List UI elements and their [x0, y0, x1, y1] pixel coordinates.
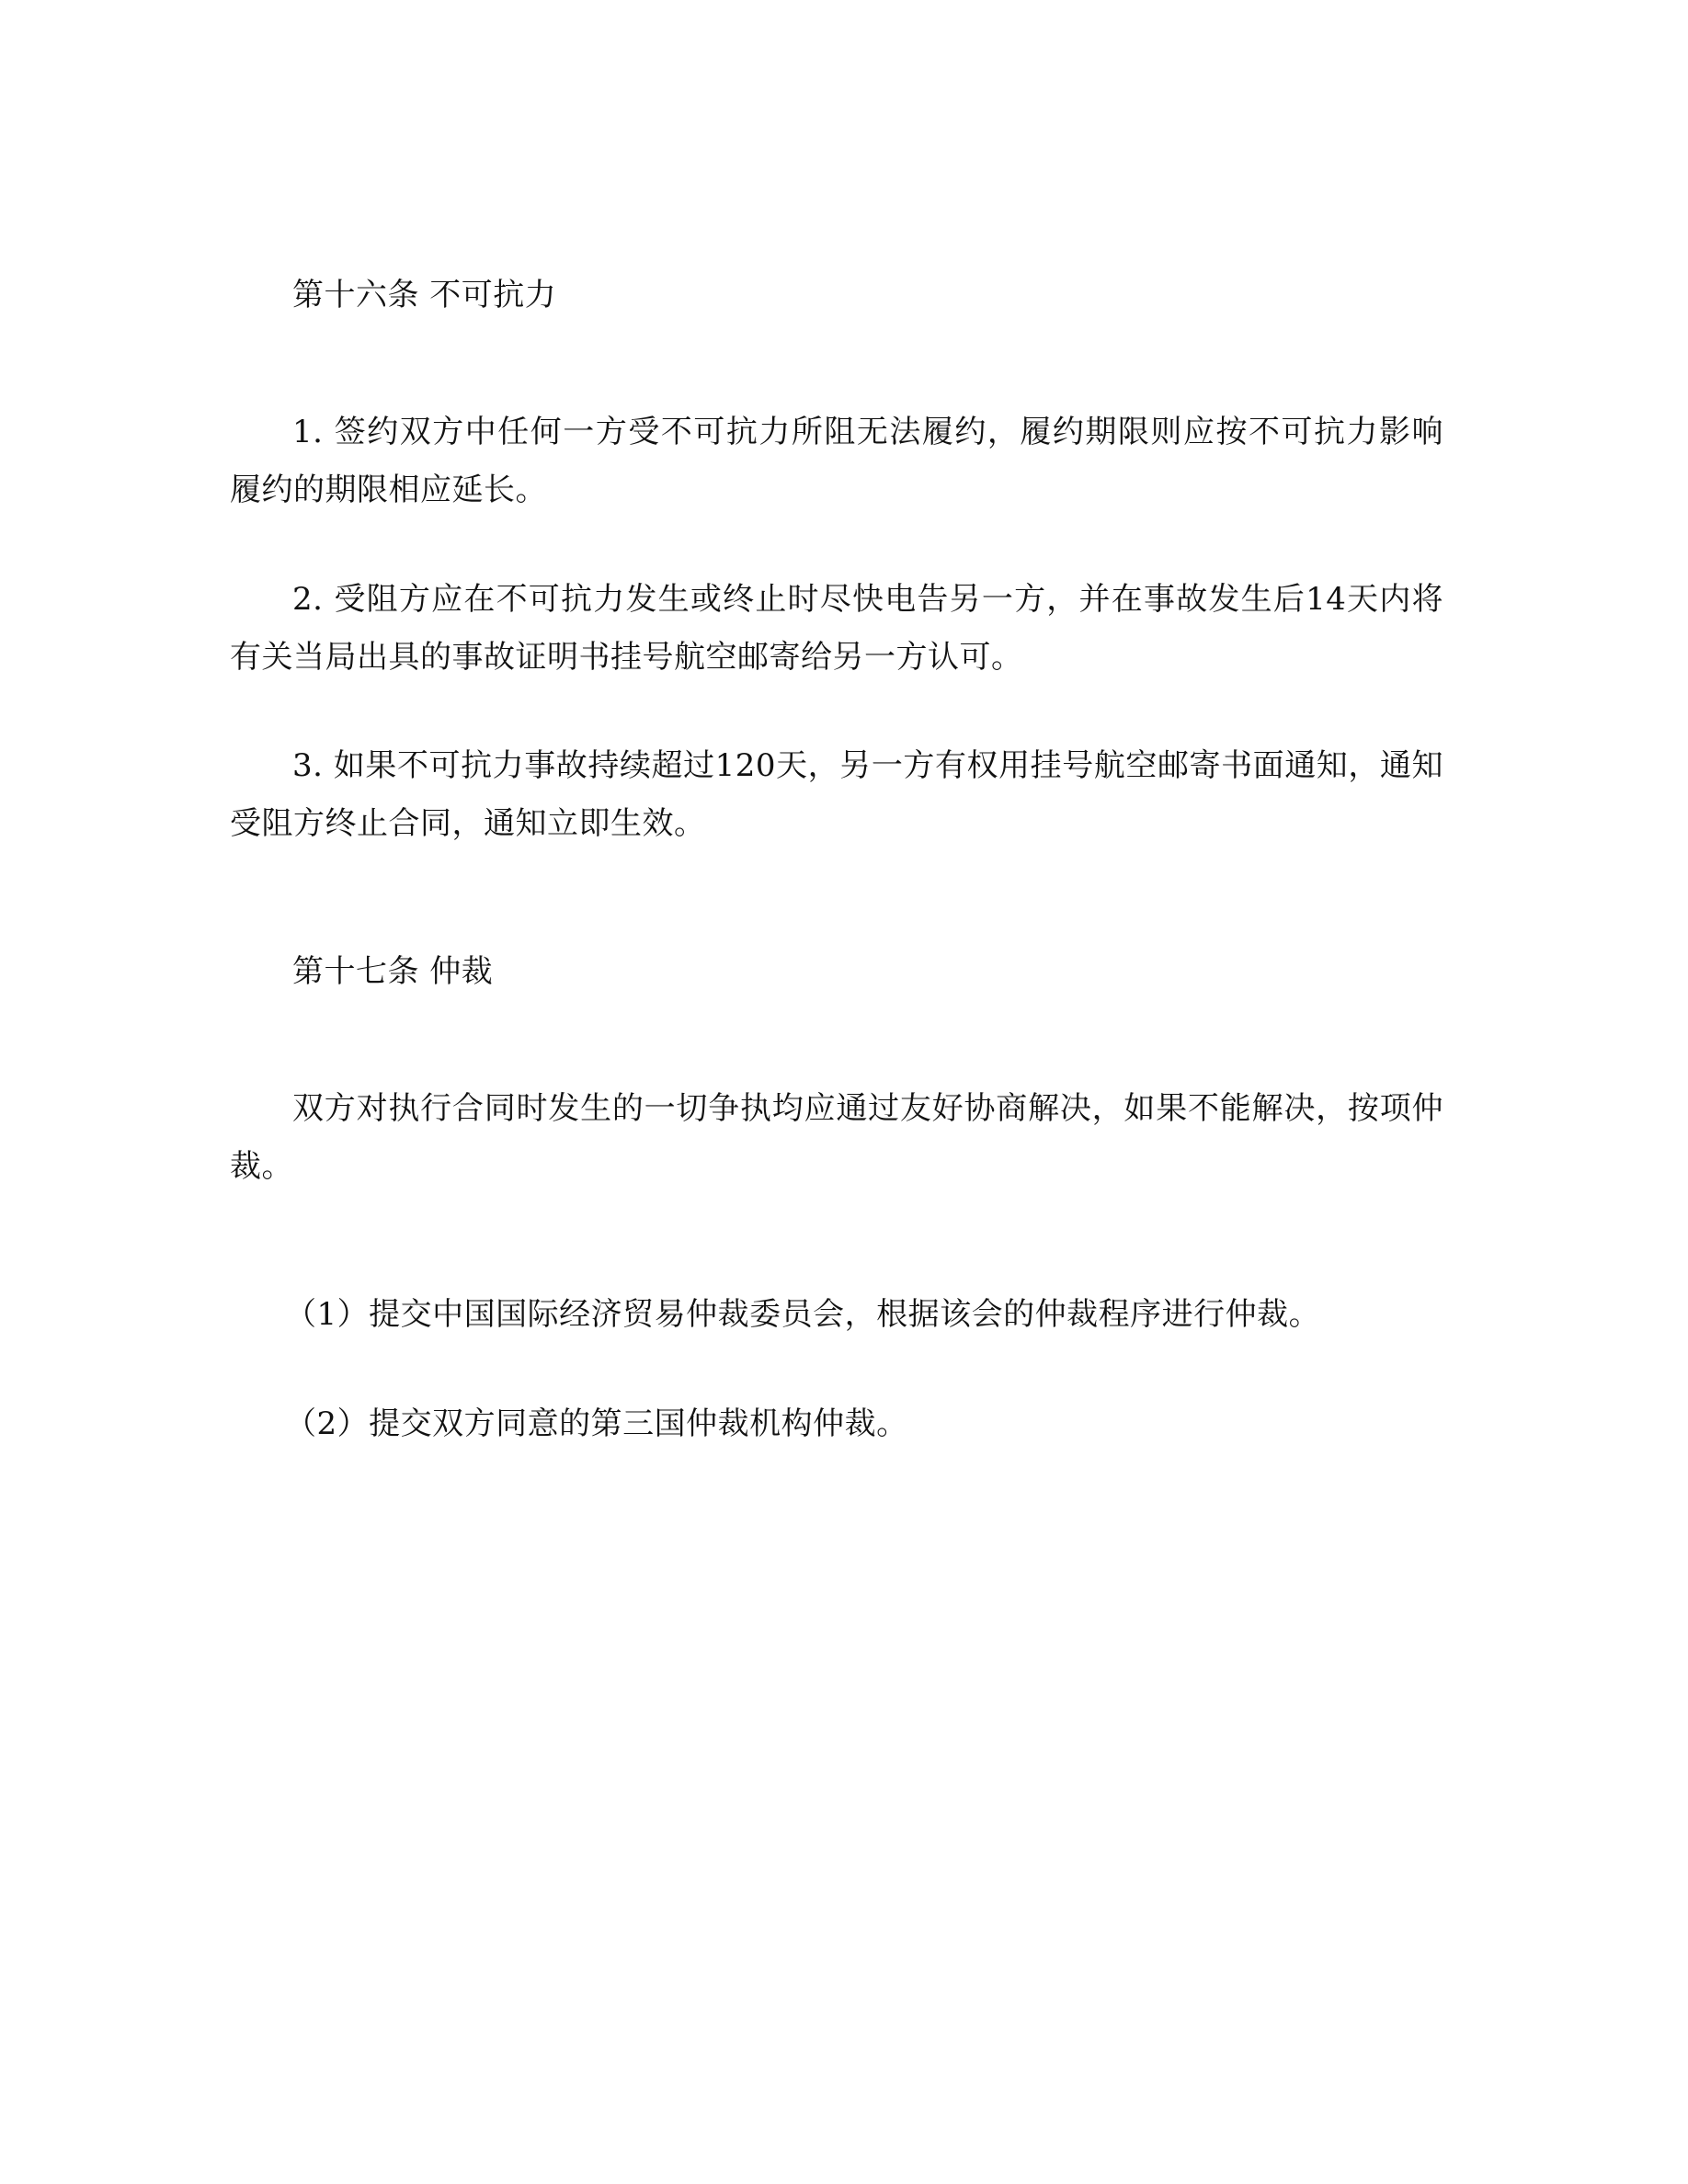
- list-spacer: [230, 1247, 1443, 1286]
- article-17-option-2: （2）提交双方同意的第三国仲裁机构仲裁。: [285, 1405, 908, 1442]
- article-16-item-1: 1. 签约双方中任何一方受不可抗力所阻无法履约，履约期限则应按不可抗力影响履约的期限相应延长。: [230, 413, 1443, 508]
- document-body: [230, 267, 1443, 1453]
- article-16-item-3: 3. 如果不可抗力事故持续超过120天，另一方有权用挂号航空邮寄书面通知，通知受阻方终止合同，通知立即生效。: [230, 747, 1443, 843]
- article-17-option-1: （1）提交中国国际经济贸易仲裁委员会，根据该会的仲裁程序进行仲裁。: [285, 1295, 1321, 1333]
- article-17-heading: 第十七条 仲裁: [292, 953, 494, 991]
- article-16-heading: 第十六条 不可抗力: [292, 277, 557, 313]
- section-spacer: [230, 904, 1443, 943]
- article-16-item-2: 2. 受阻方应在不可抗力发生或终止时尽快电告另一方，并在事故发生后14天内将有关当局出具的事故证明书挂号航空邮寄给另一方认可。: [230, 580, 1443, 676]
- article-17-paragraph: 双方对执行合同时发生的一切争执均应通过友好协商解决，如果不能解决，按项仲裁。: [230, 1090, 1443, 1186]
